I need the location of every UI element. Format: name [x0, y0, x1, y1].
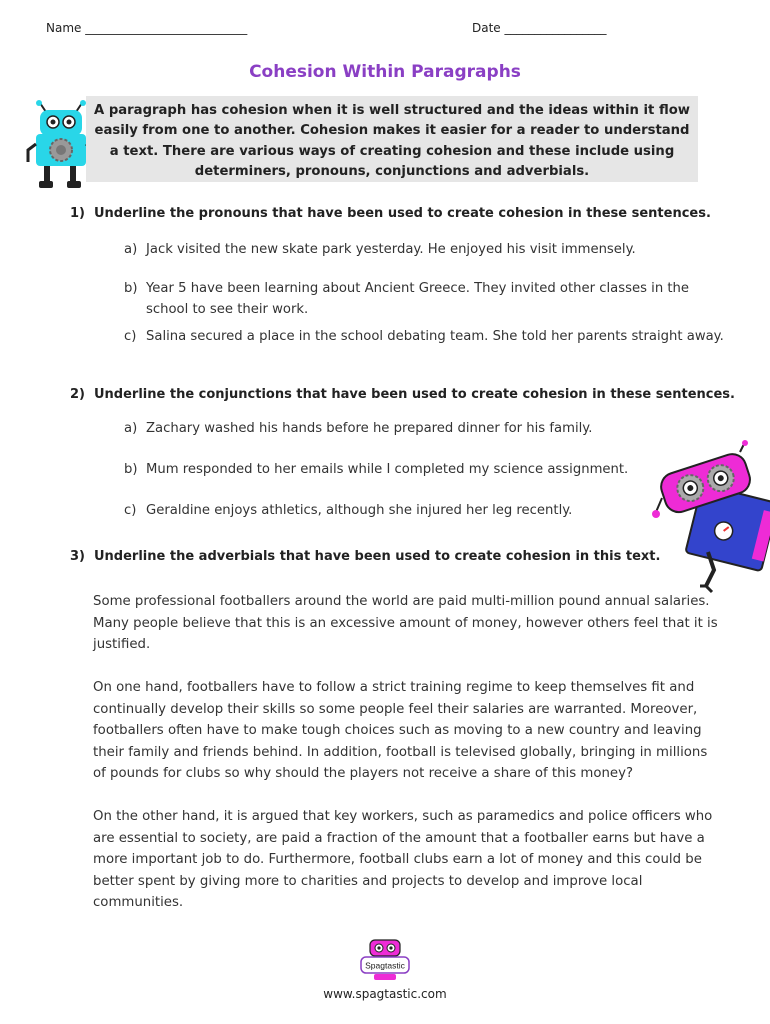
- question-2: [70, 387, 750, 402]
- spagtastic-logo-icon: [358, 938, 412, 982]
- question-1-item-c: [124, 327, 724, 348]
- question-1-number: 1): [70, 206, 85, 221]
- item-text: Year 5 have been learning about Ancient Greece. They invited other classes in the school to see their work.: [146, 281, 690, 317]
- item-text: Salina secured a place in the school debating team. She told her parents straight away.: [146, 329, 724, 344]
- passage-paragraph-1: Some professional footballers around the world are paid multi-million pound annual salaries. Many people believe that this is an excessive amount of money, however others feel that it is justified.: [93, 594, 718, 653]
- question-2-item-a: [124, 419, 724, 440]
- question-2-item-c: [124, 501, 724, 522]
- footer-url: www.spagtastic.com: [323, 987, 447, 1001]
- intro-box: A paragraph has cohesion when it is well structured and the ideas within it flow easily from one to another. Cohesion makes it easier for a reader to understand a text. There are various ways of creating cohesion and these include using determiners, pronouns, conjunctions and adverbials.: [86, 96, 698, 182]
- item-text: Zachary washed his hands before he prepared dinner for his family.: [146, 421, 593, 436]
- question-3-text: Underline the adverbials that have been used to create cohesion in this text.: [94, 549, 661, 564]
- question-2-text: Underline the conjunctions that have been used to create cohesion in these sentences.: [94, 387, 735, 402]
- item-text: Mum responded to her emails while I completed my science assignment.: [146, 462, 629, 477]
- item-letter: b): [124, 462, 138, 477]
- page-title: Cohesion Within Paragraphs: [249, 62, 521, 82]
- question-1-item-b: [124, 279, 724, 320]
- question-3-number: 3): [70, 549, 85, 564]
- item-text: Jack visited the new skate park yesterday. He enjoyed his visit immensely.: [146, 242, 636, 257]
- passage-paragraph-2: On one hand, footballers have to follow a strict training regime to keep themselves fit and continually develop their skills so some people feel their salaries are warranted. Moreover, footballers often have to make tough choices such as moving to a new country and leaving their family and friends behind. In addition, football is televised globally, bringing in millions of pounds for clubs so why should the players not receive a share of this money?: [93, 680, 708, 782]
- question-2-item-b: [124, 460, 724, 481]
- question-3: [70, 549, 750, 564]
- question-1-item-a: [124, 240, 724, 261]
- item-letter: c): [124, 329, 137, 344]
- item-letter: a): [124, 242, 138, 257]
- question-2-number: 2): [70, 387, 85, 402]
- item-letter: c): [124, 503, 137, 518]
- passage-paragraph-3: On the other hand, it is argued that key workers, such as paramedics and police officers who are essential to society, are paid a fraction of the amount that a footballer earns but have a more important job to do. Furthermore, football clubs earn a lot of money and this could be better spent by giving more to charities and projects to develop and improve local communities.: [93, 809, 713, 911]
- question-1-text: Underline the pronouns that have been used to create cohesion in these sentences.: [94, 206, 711, 221]
- item-letter: a): [124, 421, 138, 436]
- date-field-label: Date _________________: [472, 21, 607, 35]
- name-field-label: Name ___________________________: [46, 21, 248, 35]
- logo-text: Spagtastic: [365, 960, 405, 971]
- question-1: [70, 206, 750, 221]
- item-letter: b): [124, 281, 138, 296]
- item-text: Geraldine enjoys athletics, although she injured her leg recently.: [146, 503, 573, 518]
- pink-blue-robot-icon: [648, 440, 770, 598]
